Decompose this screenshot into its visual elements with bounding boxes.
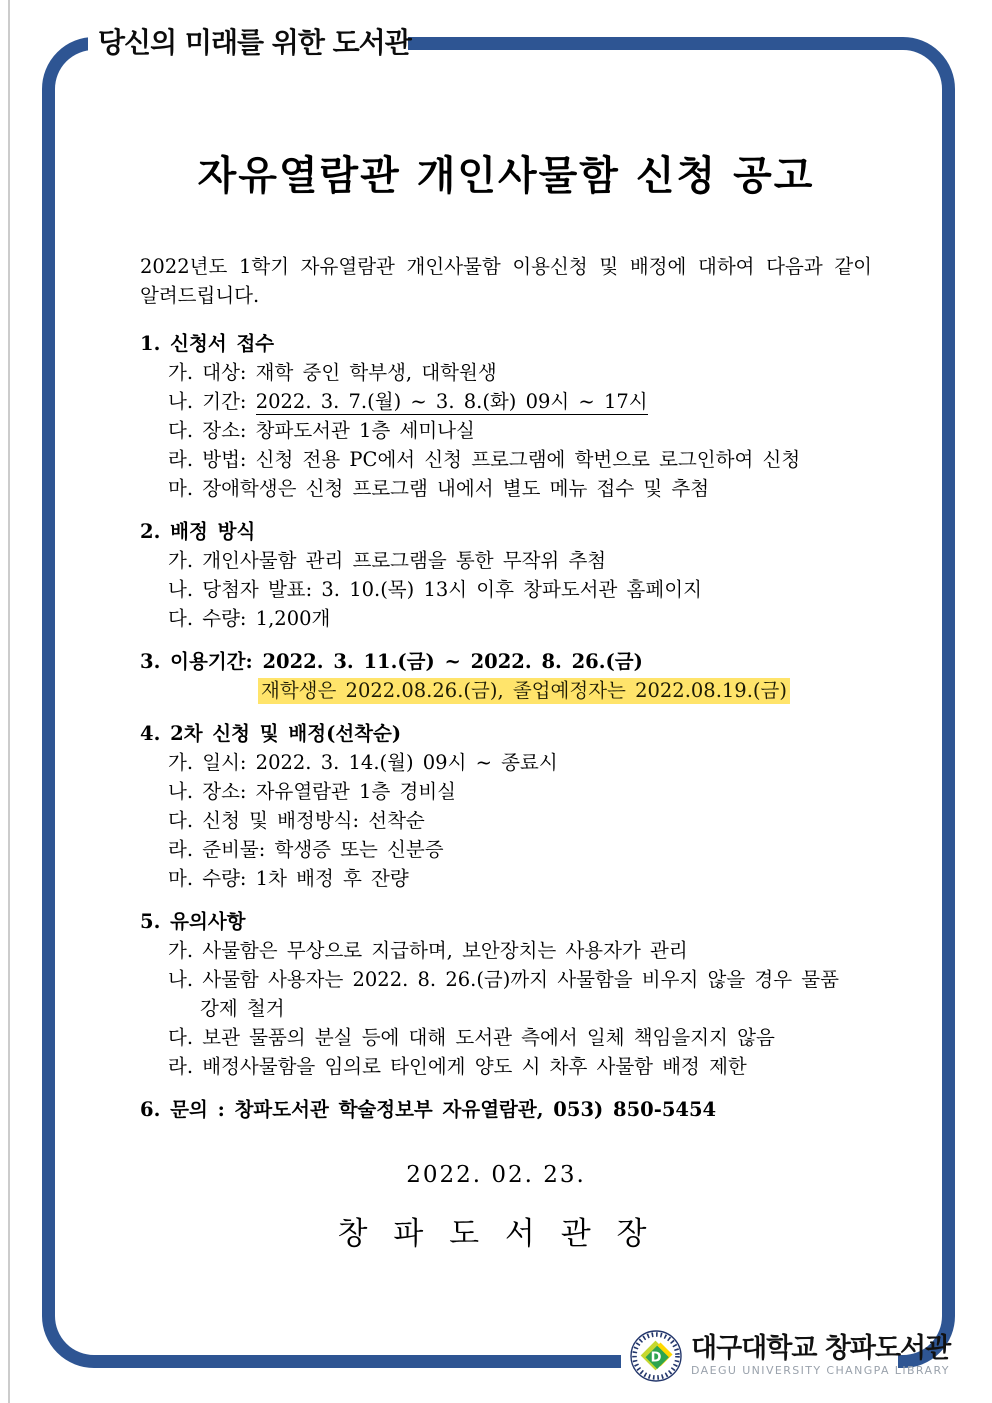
logo-english-name: DAEGU UNIVERSITY CHANGPA LIBRARY	[691, 1364, 950, 1377]
section	[140, 329, 872, 503]
section-item: 라. 배정사물함을 임의로 타인에게 양도 시 차후 사물함 배정 제한	[168, 1055, 747, 1078]
section	[140, 907, 872, 1081]
svg-text:D: D	[650, 1350, 662, 1366]
sections	[140, 329, 872, 1124]
section-heading: 6. 문의 : 창파도서관 학술정보부 자유열람관, 053) 850-5454	[140, 1098, 717, 1121]
library-logo	[630, 1328, 950, 1384]
section-heading: 1. 신청서 접수	[140, 332, 275, 355]
section-item: 가. 대상: 재학 중인 학부생, 대학원생	[168, 361, 497, 384]
underlined-period: 2022. 3. 7.(월) ~ 3. 8.(화) 09시 ~ 17시	[255, 390, 648, 413]
section-item: 나. 사물함 사용자는 2022. 8. 26.(금)까지 사물함을 비우지 않을 경우 물품 강제 철거	[168, 968, 839, 1020]
intro-paragraph: 2022년도 1학기 자유열람관 개인사물함 이용신청 및 배정에 대하여 다음과 같이 알려드립니다.	[140, 255, 872, 307]
section-heading: 2. 배정 방식	[140, 520, 256, 543]
section-item: 나. 기간: 2022. 3. 7.(월) ~ 3. 8.(화) 09시 ~ 17시	[168, 390, 648, 413]
section-item: 라. 방법: 신청 전용 PC에서 신청 프로그램에 학번으로 로그인하여 신청	[168, 448, 801, 471]
notice-body	[140, 150, 872, 1124]
section-item: 가. 개인사물함 관리 프로그램을 통한 무작위 추첨	[168, 549, 607, 572]
section	[140, 517, 872, 633]
university-seal-icon	[630, 1330, 682, 1382]
section-item: 가. 일시: 2022. 3. 14.(월) 09시 ~ 종료시	[168, 751, 558, 774]
page-title: 자유열람관 개인사물함 신청 공고	[197, 153, 815, 199]
signer-title: 창 파 도 서 관 장	[337, 1216, 655, 1252]
section-heading: 4. 2차 신청 및 배정(선착순)	[140, 722, 402, 745]
section-item: 마. 수량: 1차 배정 후 잔량	[168, 867, 409, 890]
section-item: 다. 보관 물품의 분실 등에 대해 도서관 측에서 일체 책임을지지 않음	[168, 1026, 775, 1049]
logo-text	[691, 1334, 950, 1378]
section-item: 마. 장애학생은 신청 프로그램 내에서 별도 메뉴 접수 및 추첨	[168, 477, 710, 500]
section-item: 가. 사물함은 무상으로 지급하며, 보안장치는 사용자가 관리	[168, 939, 688, 962]
section	[140, 719, 872, 893]
section-item: 다. 신청 및 배정방식: 선착순	[168, 809, 425, 832]
logo-korean-name: 대구대학교 창파도서관	[691, 1333, 951, 1364]
section-item: 다. 장소: 창파도서관 1층 세미나실	[168, 419, 475, 442]
section-heading: 3. 이용기간: 2022. 3. 11.(금) ~ 2022. 8. 26.(금)	[140, 650, 643, 673]
library-slogan: 당신의 미래를 위한 도서관	[94, 21, 408, 61]
section-item	[140, 676, 872, 705]
section-item: 나. 장소: 자유열람관 1층 경비실	[168, 780, 457, 803]
section	[140, 1095, 872, 1124]
section-heading: 5. 유의사항	[140, 910, 246, 933]
notice-date: 2022. 02. 23.	[406, 1162, 586, 1188]
section	[140, 647, 872, 705]
section-item: 라. 준비물: 학생증 또는 신분증	[168, 838, 444, 861]
highlighted-note: 재학생은 2022.08.26.(금), 졸업예정자는 2022.08.19.(금)	[258, 678, 790, 704]
section-item: 다. 수량: 1,200개	[168, 607, 331, 630]
section-item: 나. 당첨자 발표: 3. 10.(목) 13시 이후 창파도서관 홈페이지	[168, 578, 702, 601]
scan-edge-line	[8, 0, 10, 1403]
